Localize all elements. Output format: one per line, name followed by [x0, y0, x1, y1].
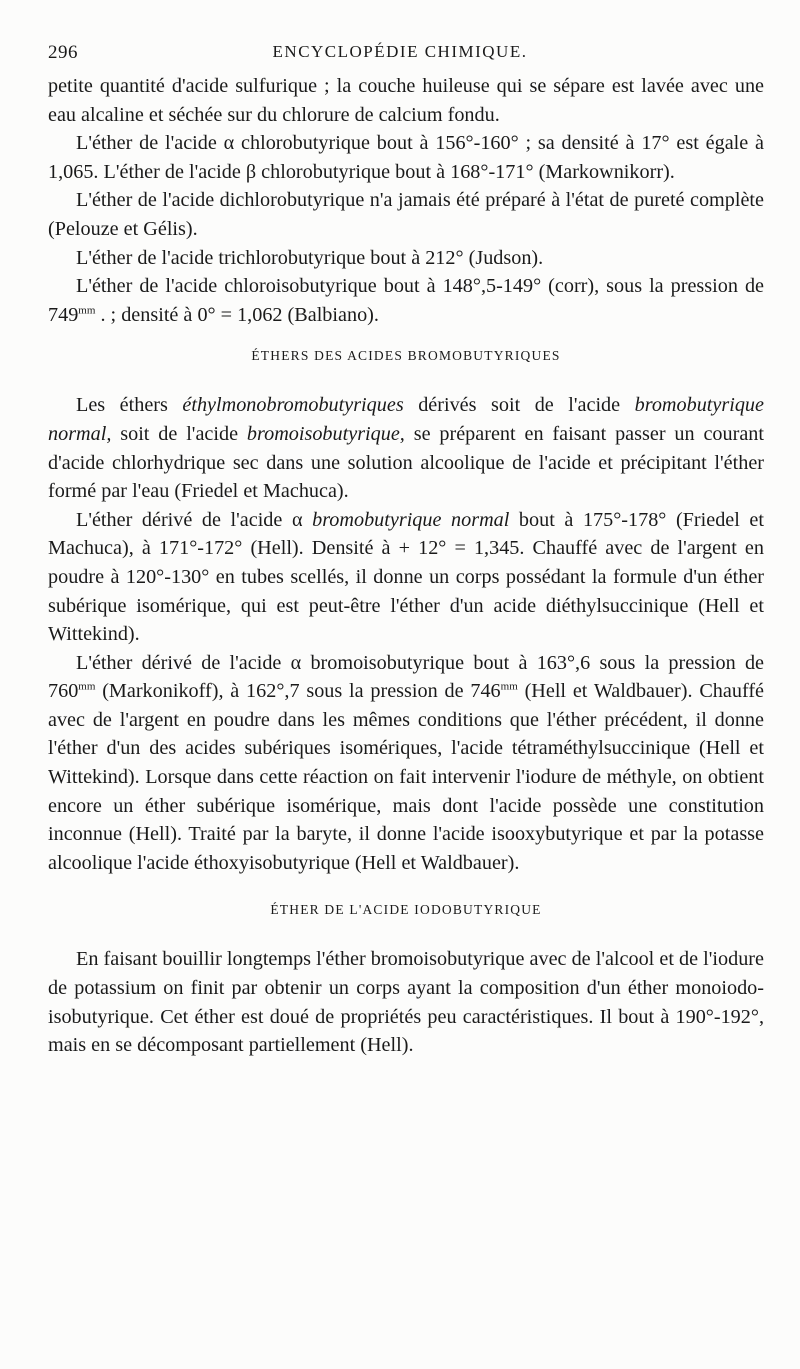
page-number: 296 — [48, 42, 78, 63]
italic-term: bromobutyrique normal, — [48, 394, 764, 445]
paragraph-iodobutyric: En faisant bouillir longtemps l'éther bromoisobutyrique avec de l'alcool et de l'iodure de potassium on finit par obtenir un corps ayant la composition d'un éther monoiodo-isobutyrique. Cet éther est doué de propriétés peu caractéristiques. Il bout à 190°-192°, mais en se décomposant partiellement (Hell). — [48, 948, 764, 1057]
text-run: bout à 175°-178° (Friedel et Machuca), à 171°-172° (Hell). Densité à + 12° = 1,345. Chauffé avec de l'argent en poudre à 120°-130° en tubes scellés, il donne un corps possédant la formule d'un éther subérique isomérique, qui est peut-être l'éther d'un acide diéthylsuccinique (Hell et Wittekind). — [48, 508, 764, 646]
section-title-iodobutyric: ÉTHER DE L'ACIDE IODOBUTYRIQUE — [270, 902, 542, 918]
superscript-mm: mm — [78, 680, 96, 693]
paragraph-trichlorobutyric-ether: L'éther de l'acide trichlorobutyrique bout à 212° (Judson). — [76, 246, 544, 269]
text-run: L'éther dérivé de l'acide α bromoisobutyrique bout à 163°,6 sous la pression de 760 — [48, 651, 764, 703]
italic-term: éthylmonobromobutyriques — [182, 394, 404, 417]
running-head: ENCYCLOPÉDIE CHIMIQUE. — [272, 42, 528, 61]
paragraph-continued: petite quantité d'acide sulfurique ; la couche huileuse qui se sépare est lavée avec une eau alcaline et séchée sur du chlorure de calcium fondu. — [48, 75, 764, 126]
text-run: Les éthers — [76, 394, 183, 417]
paragraph-bromobutyric-intro — [48, 391, 764, 505]
reverse-page-bleed-through — [40, 1150, 780, 1360]
text-run: se préparent en faisant passer un courant d'acide chlorhydrique sec dans une solution alcoolique de l'acide et précipitant l'éther formé par l'eau (Friedel et Machuca). — [48, 422, 764, 503]
superscript-mm: mm — [78, 304, 96, 317]
paragraph-chlorobutyric-ether: L'éther de l'acide α chlorobutyrique bout à 156°-160° ; sa densité à 17° est égale à 1,065. L'éther de l'acide β chlorobutyrique bout à 168°-171° (Markownikorr). — [48, 132, 764, 183]
text-run: (Markonikoff), à 162°,7 sous la pression de 746 — [95, 680, 501, 703]
text-run: dérivés soit de l'acide — [403, 394, 635, 417]
page-body — [48, 72, 764, 1060]
text-run: L'éther dérivé de l'acide α — [76, 508, 313, 531]
paragraph-chloroisobutyric-ether — [48, 272, 764, 329]
superscript-mm: mm — [500, 680, 518, 693]
paragraph-bromoisobutyric — [48, 649, 764, 878]
page-header — [48, 42, 752, 66]
italic-term: bromoisobutyrique, — [246, 422, 405, 445]
paragraph-bromobutyric-normal — [48, 506, 764, 649]
text-run: . ; densité à 0° = 1,062 (Balbiano). — [95, 303, 379, 326]
italic-term: bromobutyrique normal — [312, 508, 510, 531]
section-title-bromobutyric: ÉTHERS DES ACIDES BROMOBUTYRIQUES — [251, 348, 561, 364]
text-run: (Hell et Waldbauer). Chauffé avec de l'argent en poudre dans les mêmes conditions que l'éther précédent, il donne l'éther d'un des acides subériques isomériques, l'acide tétraméthylsuccinique (Hell et Wittekind). Lorsque dans cette réaction on fait intervenir l'iodure de méthyle, on obtient encore un éther subérique isomérique, mais dont l'acide possède une constitution inconnue (Hell). Traité par la baryte, il donne l'acide isooxybutyrique et par la potasse alcoolique l'acide éthoxyisobutyrique (Hell et Waldbauer). — [48, 680, 764, 874]
text-run: L'éther de l'acide chloroisobutyrique bout à 148°,5-149° (corr), sous la pression de 749 — [48, 275, 764, 326]
text-run: soit de l'acide — [111, 422, 247, 445]
paragraph-dichlorobutyric-ether: L'éther de l'acide dichlorobutyrique n'a jamais été préparé à l'état de pureté complète (Pelouze et Gélis). — [48, 189, 764, 240]
